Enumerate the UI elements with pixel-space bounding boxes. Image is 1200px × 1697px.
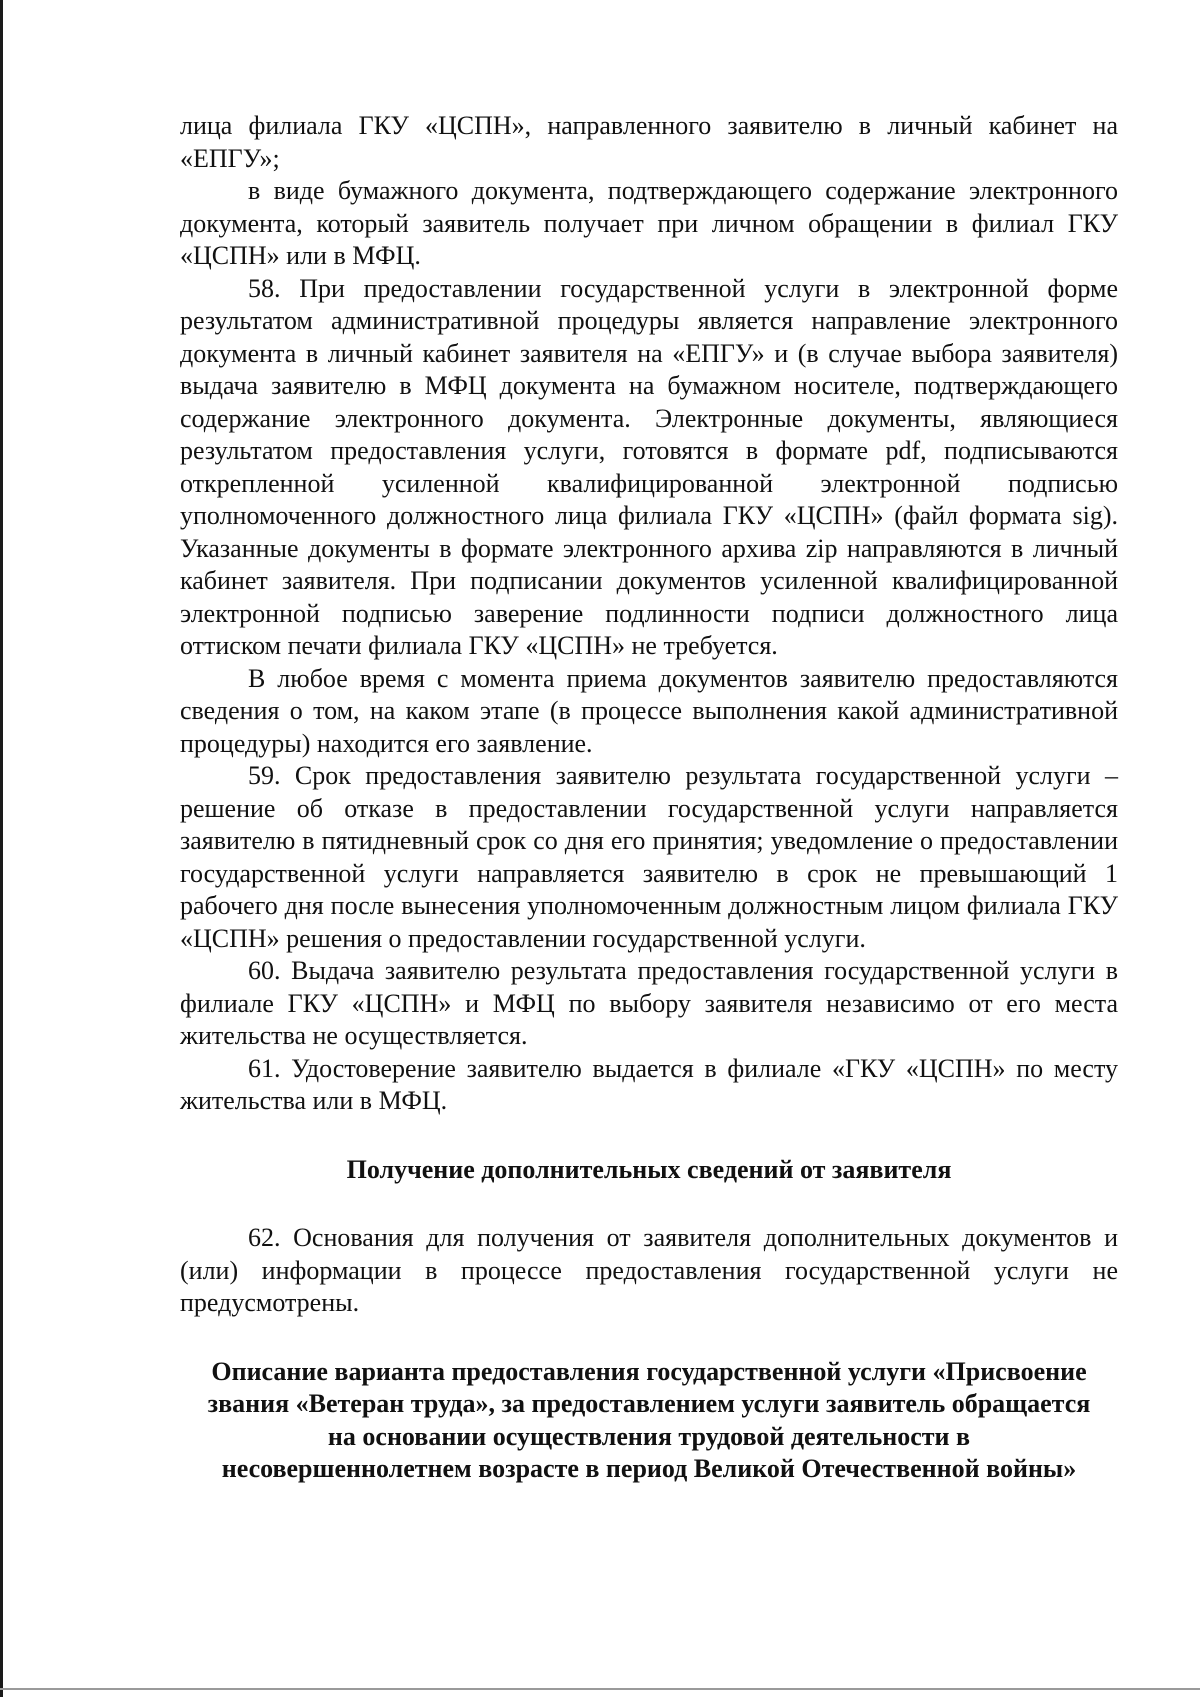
paragraph-60: 60. Выдача заявителю результата предоставления государственной услуги в филиале ГКУ «ЦСПН» и МФЦ по выбору заявителя независимо от его места жительства не осуществляется. — [180, 956, 1118, 1050]
paragraph-58: 58. При предоставлении государственной услуги в электронной форме результатом административной процедуры является направление электронного документа в личный кабинет заявителя на «ЕПГУ» и (в случае выбора заявителя) выдача заявителю в МФЦ документа на бумажном носителе, подтверждающего содержание электронного документа. Электронные документы, являющиеся результатом предоставления услуги, готовятся в формате pdf, подписываются открепленной усиленной квалифицированной электронной подписью уполномоченного должностного лица филиала ГКУ «ЦСПН» (файл формата sig). Указанные документы в формате электронного архива zip направляются в личный кабинет заявителя. При подписании документов усиленной квалифицированной электронной подписью заверение подлинности подписи должностного лица оттиском печати филиала ГКУ «ЦСПН» не требуется. — [180, 273, 1118, 660]
paragraph-62: 62. Основания для получения от заявителя дополнительных документов и (или) информации в процессе предоставления государственной услуги не предусмотрены. — [180, 1223, 1118, 1317]
section-heading-service-variant: Описание варианта предоставления государственной услуги «Присвоение звания «Ветеран труда», за предоставлением услуги заявитель обращается на основании осуществления трудовой деятельности в несовершеннолетнем возрасте в период Великой Отечественной войны» — [207, 1356, 1091, 1483]
paragraph-61: 61. Удостоверение заявителю выдается в филиале «ГКУ «ЦСПН» по месту жительства или в МФЦ. — [180, 1053, 1118, 1115]
paragraph-status-info: В любое время с момента приема документов заявителю предоставляются сведения о том, на каком этапе (в процессе выполнения какой административной процедуры) находится его заявление. — [180, 663, 1118, 758]
section-heading-additional-info: Получение дополнительных сведений от заявителя — [346, 1154, 952, 1184]
document-page — [180, 110, 1118, 1486]
scan-border-left — [0, 0, 3, 1697]
paragraph-59: 59. Срок предоставления заявителю результата государственной услуги – решение об отказе в предоставлении государственной услуги направляется заявителю в пятидневный срок со дня его принятия; уведомление о предоставлении государственной услуги направляется заявителю в срок не превышающий 1 рабочего дня после вынесения уполномоченным должностным лицом филиала ГКУ «ЦСПН» решения о предоставлении государственной услуги. — [180, 761, 1118, 953]
paragraph-continuation: лица филиала ГКУ «ЦСПН», направленного заявителю в личный кабинет на «ЕПГУ»; — [180, 111, 1118, 173]
paragraph-paper-copy: в виде бумажного документа, подтверждающего содержание электронного документа, который заявитель получает при личном обращении в филиал ГКУ «ЦСПН» или в МФЦ. — [180, 176, 1118, 270]
scan-border-bottom — [0, 1688, 1200, 1690]
